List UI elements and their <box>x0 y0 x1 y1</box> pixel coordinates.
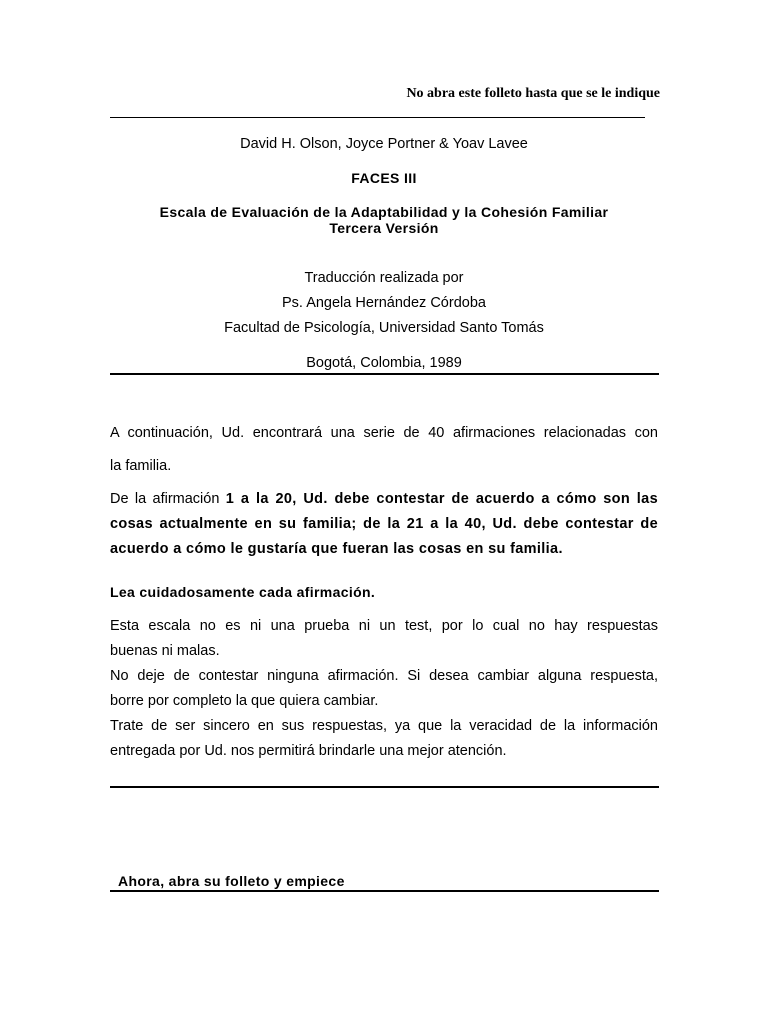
scale-version: Tercera Versión <box>329 220 439 236</box>
read-carefully-heading: Lea cuidadosamente cada afirmación. <box>110 584 376 600</box>
intro-line-1: A continuación, Ud. encontrará una serie de 40 afirmaciones relacionadas con <box>110 425 658 441</box>
scale-note-line-2: buenas ni malas. <box>110 643 220 659</box>
instrument-code: FACES III <box>351 170 417 186</box>
header-divider <box>110 117 645 118</box>
scale-name: Escala de Evaluación de la Adaptabilidad y la Cohesión Familiar <box>159 204 609 220</box>
authors: David H. Olson, Joyce Portner & Yoav Lavee <box>240 136 528 152</box>
intro-line-2: la familia. <box>110 458 172 474</box>
complete-all-line-1: No deje de contestar ninguna afirmación. Si desea cambiar alguna respuesta, <box>110 668 658 684</box>
place-date: Bogotá, Colombia, 1989 <box>306 355 462 371</box>
sincerity-line-1: Trate de ser sincero en sus respuestas, ya que la veracidad de la información <box>110 718 658 734</box>
scale-note-line-1: Esta escala no es ni una prueba ni un test, por lo cual no hay respuestas <box>110 618 658 634</box>
answer-range-bold-1: 1 a la 20, Ud. debe contestar de acuerdo a cómo son las <box>225 491 658 507</box>
title-divider <box>110 373 659 375</box>
translation-by: Traducción realizada por <box>304 270 464 286</box>
answer-range-bold-3: acuerdo a cómo le gustaría que fueran las cosas en su familia. <box>110 541 563 557</box>
answer-range-bold-2: cosas actualmente en su familia; de la 21 a la 40, Ud. debe contestar de <box>110 516 658 532</box>
intro-paragraph <box>110 421 658 479</box>
start-prompt: Ahora, abra su folleto y empiece <box>118 873 345 889</box>
header-notice: No abra este folleto hasta que se le indique <box>406 86 660 101</box>
institution: Facultad de Psicología, Universidad Santo Tomás <box>224 320 544 336</box>
complete-all-line-2: borre por completo la que quiera cambiar. <box>110 693 379 709</box>
answer-range-lead: De la afirmación <box>110 491 226 507</box>
start-prompt-underline <box>110 890 659 892</box>
scale-note-paragraph <box>110 614 658 764</box>
instructions-divider <box>110 786 659 788</box>
answer-range-paragraph <box>110 487 658 562</box>
translator-name: Ps. Angela Hernández Córdoba <box>282 295 486 311</box>
sincerity-line-2: entregada por Ud. nos permitirá brindarle una mejor atención. <box>110 743 507 759</box>
